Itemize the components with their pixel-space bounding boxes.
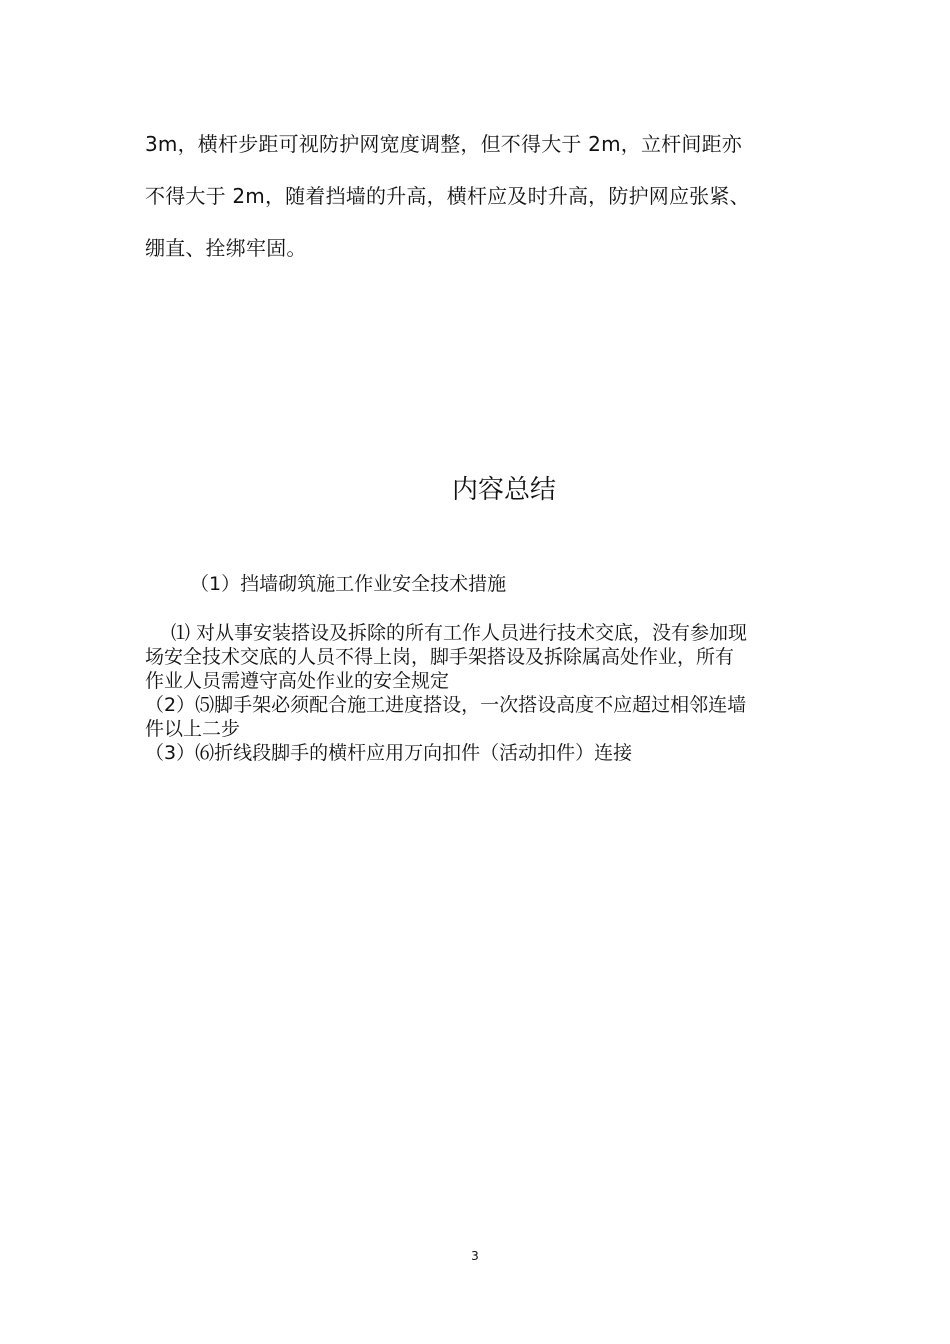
summary-line: （2）⑸脚手架必须配合施工进度搭设，一次搭设高度不应超过相邻连墙 — [145, 694, 747, 716]
page-number: 3 — [471, 1249, 479, 1263]
summary-subheading: （1）挡墙砌筑施工作业安全技术措施 — [190, 573, 507, 595]
summary-content — [145, 621, 805, 765]
summary-line: 场安全技术交底的人员不得上岗，脚手架搭设及拆除属高处作业，所有 — [145, 646, 735, 668]
body-line: 绷直、拴绑牢固。 — [145, 236, 307, 260]
summary-line: ⑴ 对从事安装搭设及拆除的所有工作人员进行技术交底，没有参加现 — [171, 622, 748, 644]
body-paragraph — [145, 118, 805, 274]
summary-line: （3）⑹折线段脚手的横杆应用万向扣件（活动扣件）连接 — [145, 742, 633, 764]
summary-line: 作业人员需遵守高处作业的安全规定 — [145, 670, 450, 692]
body-line: 不得大于 2m，随着挡墙的升高，横杆应及时升高，防护网应张紧、 — [145, 184, 750, 208]
summary-line: 件以上二步 — [145, 718, 241, 740]
body-line: 3m，横杆步距可视防护网宽度调整，但不得大于 2m，立杆间距亦 — [145, 132, 742, 156]
summary-title: 内容总结 — [451, 475, 556, 505]
